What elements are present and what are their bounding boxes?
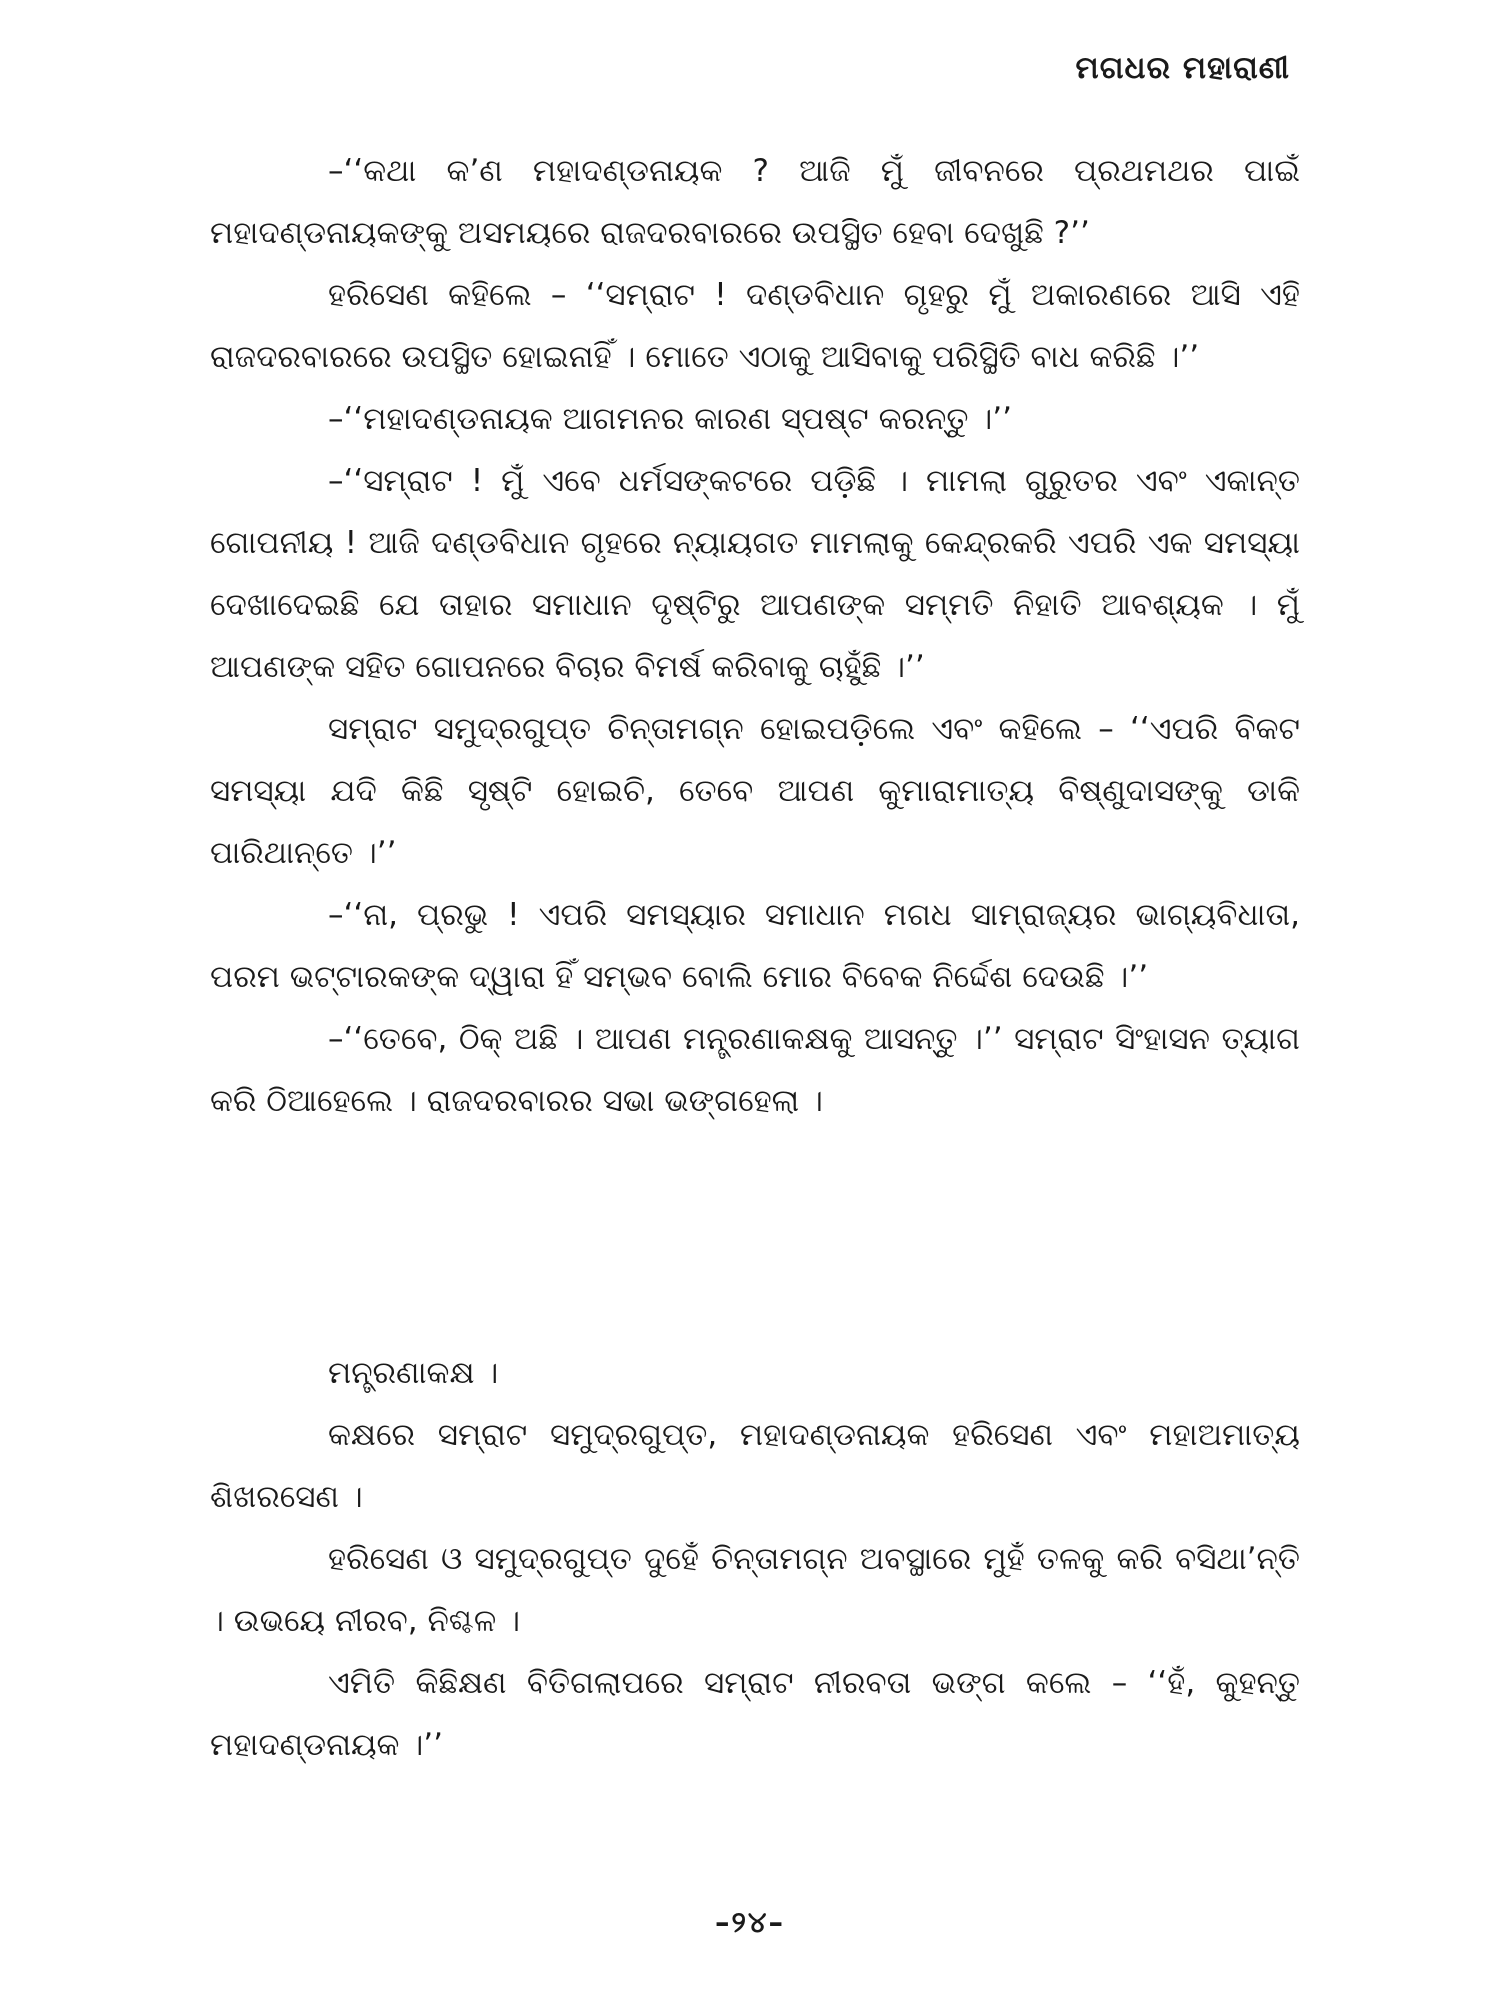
- paragraph: ମନ୍ତ୍ରଣାକକ୍ଷ ।: [328, 1355, 499, 1391]
- page-number: –୨୪–: [714, 1905, 786, 1939]
- paragraph: –‘‘କଥା କ’ଣ ମହାଦଣ୍ଡନାୟକ ? ଆଜି ମୁଁ ଜୀବନରେ ପ୍ରଥମଥର ପାଇଁ ମହାଦଣ୍ଡନାୟକଙ୍କୁ ଅସମୟରେ ରାଜଦରବାରରେ ଉପସ୍ଥିତ ହେବା ଦେଖୁଛି ?’’: [210, 153, 1300, 251]
- paragraph: ହରିସେଣ ଓ ସମୁଦ୍ରଗୁପ୍ତ ଦୁହେଁ ଚିନ୍ତାମଗ୍ନ ଅବସ୍ଥାରେ ମୁହଁ ତଳକୁ କରି ବସିଥା’ନ୍ତି । ଉଭୟେ ନୀରବ, ନିଶ୍ଚଳ ।: [210, 1541, 1300, 1639]
- paragraph: –‘‘ମହାଦଣ୍ଡନାୟକ ଆଗମନର କାରଣ ସ୍ପଷ୍ଟ କରନ୍ତୁ ।’’: [328, 401, 1013, 437]
- section-break: [210, 1132, 1300, 1342]
- paragraph: –‘‘ସମ୍ରାଟ ! ମୁଁ ଏବେ ଧର୍ମସଙ୍କଟରେ ପଡ଼ିଛି । ମାମଲା ଗୁରୁତର ଏବଂ ଏକାନ୍ତ ଗୋପନୀୟ ! ଆଜି ଦଣ୍ଡବିଧାନ ଗୃହରେ ନ୍ୟାୟଗତ ମାମଲାକୁ କେନ୍ଦ୍ରକରି ଏପରି ଏକ ସମସ୍ୟା ଦେଖାଦେଇଛି ଯେ ତାହାର ସମାଧାନ ଦୃଷ୍ଟିରୁ ଆପଣଙ୍କ ସମ୍ମତି ନିହାତି ଆବଶ୍ୟକ । ମୁଁ ଆପଣଙ୍କ ସହିତ ଗୋପନରେ ବିଚାର ବିମର୍ଷ କରିବାକୁ ଚାହୁଁଛି ।’’: [210, 463, 1300, 685]
- running-header: ମଗଧର ମହାରାଣୀ: [1075, 50, 1290, 86]
- paragraph: ହରିସେଣ କହିଲେ – ‘‘ସମ୍ରାଟ ! ଦଣ୍ଡବିଧାନ ଗୃହରୁ ମୁଁ ଅକାରଣରେ ଆସି ଏହି ରାଜଦରବାରରେ ଉପସ୍ଥିତ ହୋଇନାହିଁ । ମୋତେ ଏଠାକୁ ଆସିବାକୁ ପରିସ୍ଥିତି ବାଧ କରିଛି ।’’: [210, 277, 1300, 375]
- paragraph: ସମ୍ରାଟ ସମୁଦ୍ରଗୁପ୍ତ ଚିନ୍ତାମଗ୍ନ ହୋଇପଡ଼ିଲେ ଏବଂ କହିଲେ – ‘‘ଏପରି ବିକଟ ସମସ୍ୟା ଯଦି କିଛି ସୃଷ୍ଟି ହୋଇଚି, ତେବେ ଆପଣ କୁମାରାମାତ୍ୟ ବିଷ୍ଣୁଦାସଙ୍କୁ ଡାକି ପାରିଥାନ୍ତେ ।’’: [210, 711, 1300, 871]
- paragraph: କକ୍ଷରେ ସମ୍ରାଟ ସମୁଦ୍ରଗୁପ୍ତ, ମହାଦଣ୍ଡନାୟକ ହରିସେଣ ଏବଂ ମହାଅମାତ୍ୟ ଶିଖରସେଣ ।: [210, 1417, 1300, 1515]
- page-body: [210, 140, 1300, 1776]
- paragraph: –‘‘ନା, ପ୍ରଭୁ ! ଏପରି ସମସ୍ୟାର ସମାଧାନ ମଗଧ ସାମ୍ରାଜ୍ୟର ଭାଗ୍ୟବିଧାତା, ପରମ ଭଟ୍ଟାରକଙ୍କ ଦ୍ୱାରା ହିଁ ସମ୍ଭବ ବୋଲି ମୋର ବିବେକ ନିର୍ଦ୍ଦେଶ ଦେଉଛି ।’’: [210, 897, 1300, 995]
- paragraph: –‘‘ତେବେ, ଠିକ୍ ଅଛି । ଆପଣ ମନ୍ତ୍ରଣାକକ୍ଷକୁ ଆସନ୍ତୁ ।’’ ସମ୍ରାଟ ସିଂହାସନ ତ୍ୟାଗ କରି ଠିଆହେଲେ । ରାଜଦରବାରର ସଭା ଭଙ୍ଗହେଲା ।: [210, 1021, 1300, 1119]
- paragraph: ଏମିତି କିଛିକ୍ଷଣ ବିତିଗଲାପରେ ସମ୍ରାଟ ନୀରବତା ଭଙ୍ଗ କଲେ – ‘‘ହଁ, କୁହନ୍ତୁ ମହାଦଣ୍ଡନାୟକ ।’’: [210, 1665, 1300, 1763]
